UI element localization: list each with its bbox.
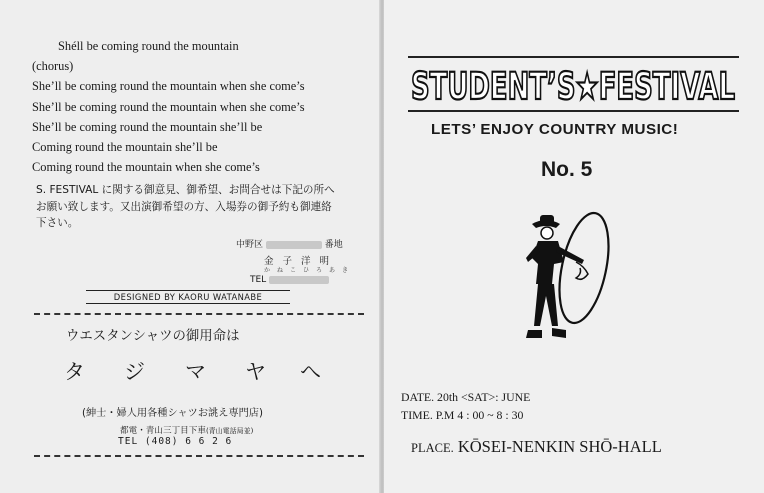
ad-phone: TEL (408) 6 6 2 6: [118, 436, 233, 447]
notice-line: 下さい。: [36, 217, 79, 229]
lyric-line: She’ll be coming round the mountain when she come’s: [32, 79, 305, 94]
shop-name-char: ヤ: [245, 360, 266, 384]
festival-number: No. 5: [541, 158, 593, 181]
shop-name-char: ジ: [124, 360, 145, 384]
ad-headline: ウエスタンシャツの御用命は: [66, 329, 240, 344]
shop-name-char: マ: [185, 360, 206, 384]
ad-access-text: 都電・青山三丁目下車: [120, 426, 206, 436]
ad-access-note: (青山電話局並): [205, 427, 254, 435]
dashed-divider: [34, 455, 364, 457]
title-rule-bottom: [408, 110, 739, 112]
event-date: DATE. 20th <SAT>: JUNE: [401, 390, 531, 404]
designer-credit: DESIGNED BY KAORU WATANABE: [86, 290, 290, 304]
event-place: [411, 437, 662, 457]
place-label: PLACE.: [411, 441, 454, 455]
contact-name: 金子洋明: [264, 256, 339, 267]
address-suffix: 番地: [324, 240, 343, 250]
notice-line: S. FESTIVAL に関する御意見、御希望、お問合せは下記の所へ: [36, 184, 335, 196]
address-ward: 中野区: [236, 240, 264, 250]
redacted-block: [266, 241, 322, 249]
festival-title-graphic: [408, 60, 739, 106]
place-name: KŌSEI-NENKIN SHŌ-HALL: [457, 437, 662, 456]
redacted-block: [269, 276, 329, 284]
ad-description: (紳士・婦人用各種シャツお誂え専門店): [82, 408, 263, 419]
festival-title-text: STUDENT’S★FESTIVAL: [411, 65, 735, 106]
song-lyrics: [32, 36, 372, 177]
title-rule-top: [408, 56, 739, 58]
lyric-line: (chorus): [32, 59, 74, 74]
shop-name-char: へ: [300, 360, 321, 384]
festival-title: [408, 60, 739, 106]
ad-access: [120, 424, 253, 436]
shop-name-char: タ: [64, 360, 85, 384]
lyric-line: Coming round the mountain she’ll be: [32, 140, 218, 155]
lyric-line: Coming round the mountain when she come’s: [32, 160, 260, 175]
contact-name-reading: かねこひろあき: [264, 267, 356, 274]
lyric-line: She’ll be coming round the mountain when she come’s: [32, 99, 305, 114]
cowboy-lasso-illustration: [514, 206, 614, 358]
notice-line: お願い致します。又出演御希望の方、入場券の御予約も御連絡: [36, 200, 332, 213]
lyric-line: Shéll be coming round the mountain: [58, 39, 239, 53]
event-time: TIME. P.M 4 : 00 ~ 8 : 30: [401, 408, 524, 422]
festival-slogan: LETS’ ENJOY COUNTRY MUSIC!: [431, 121, 679, 138]
lyric-line: She’ll be coming round the mountain she’ll be: [32, 119, 263, 134]
contact-notice: [36, 182, 366, 232]
tel-label: TEL: [250, 275, 267, 285]
dashed-divider: [34, 313, 364, 315]
